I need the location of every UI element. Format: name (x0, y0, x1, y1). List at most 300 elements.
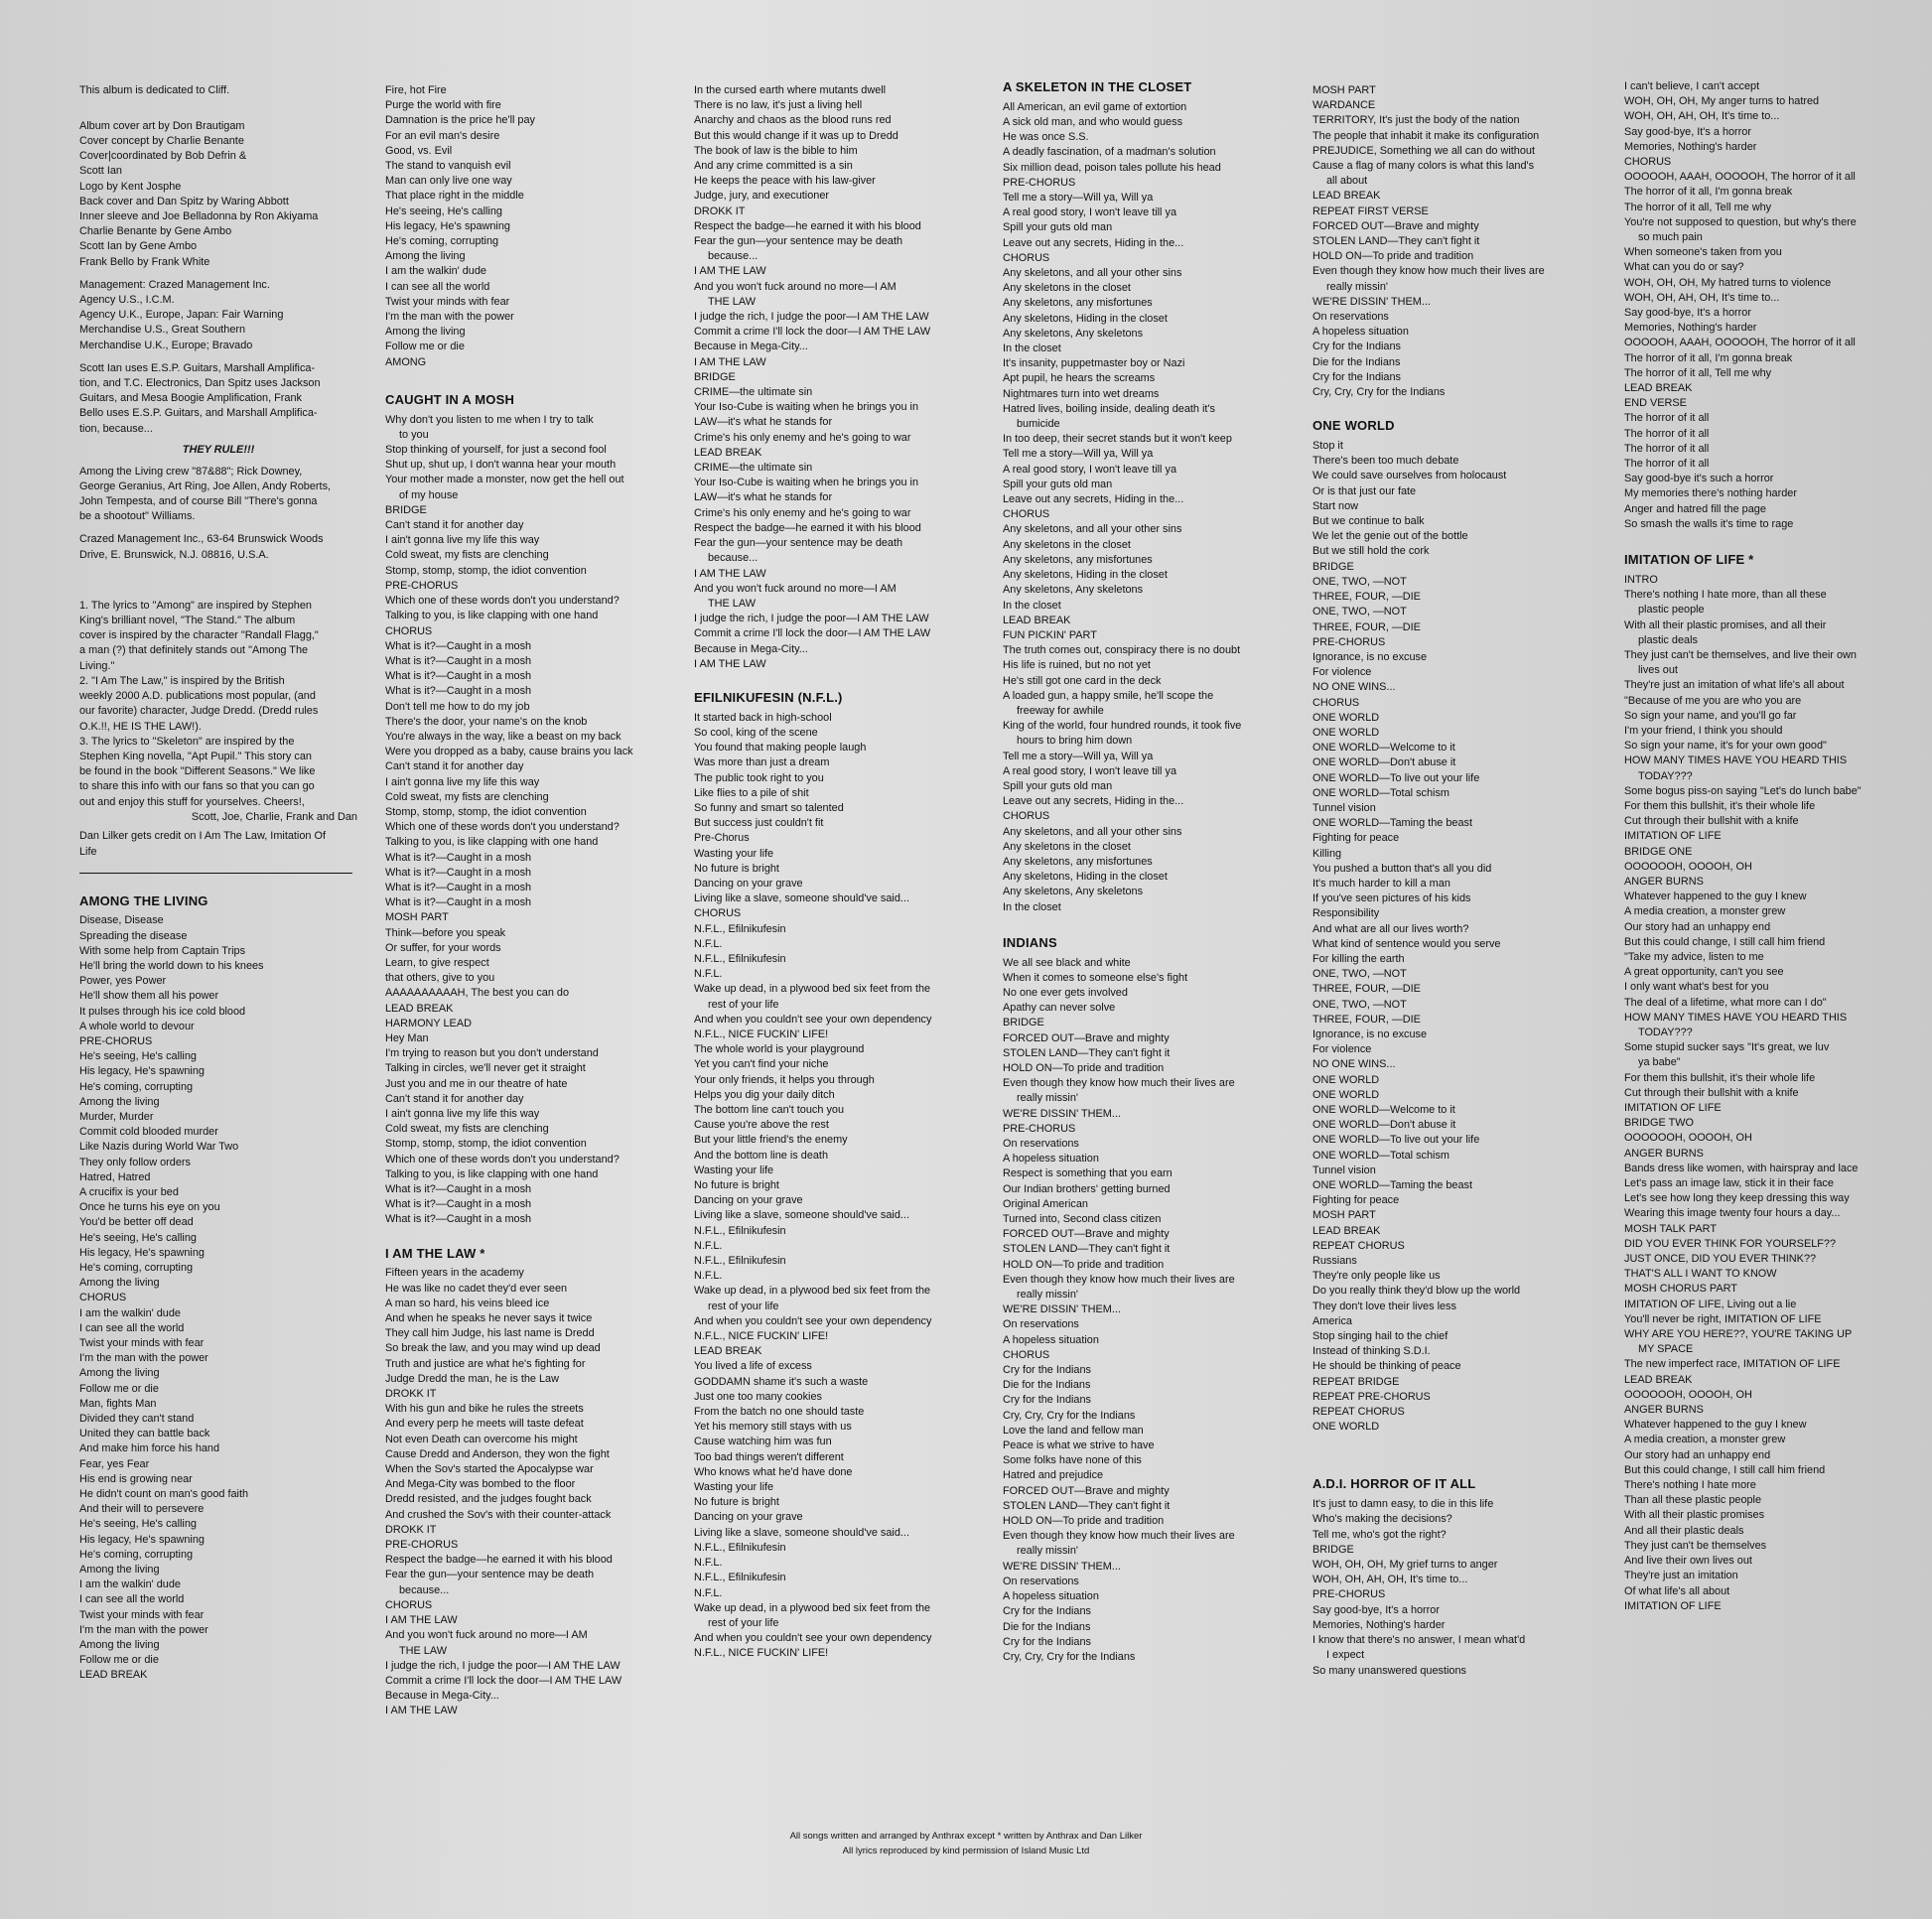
lyric-line: The horror of it all, I'm gonna break (1624, 351, 1793, 364)
lyric-line: But this could change, I still call him friend (1624, 1463, 1826, 1476)
lyric-line: THE LAW (708, 597, 757, 610)
lyric-line: rest of your life (708, 998, 779, 1011)
song-title: CAUGHT IN A MOSH (385, 391, 515, 407)
lyric-line: CHORUS (1003, 508, 1050, 521)
lyric-line: The horror of it all, Tell me why (1624, 201, 1772, 213)
lyric-line: Cause you're above the rest (694, 1119, 829, 1132)
dedication: This album is dedicated to Cliff. (79, 84, 230, 96)
lyric-line: END VERSE (1624, 397, 1687, 410)
lyric-line: MOSH PART (1312, 84, 1376, 96)
lyric-line: REPEAT BRIDGE (1312, 1375, 1400, 1388)
lyric-line: You'll never be right, IMITATION OF LIFE (1624, 1312, 1822, 1325)
lyric-line: CHORUS (1003, 1348, 1050, 1361)
lyric-line: REPEAT PRE-CHORUS (1312, 1390, 1431, 1403)
lyric-line: With all their plastic promises (1624, 1509, 1765, 1522)
lyric-line: ONE WORLD (1312, 711, 1380, 724)
lyric-line: OOOOOOH, OOOOH, OH (1624, 1132, 1752, 1145)
lyric-line: Any skeletons, and all your other sins (1003, 825, 1182, 838)
lyric-line: ONE WORLD—Don't abuse it (1312, 1119, 1456, 1132)
lyric-line: What kind of sentence would you serve (1312, 937, 1501, 950)
lyric-line: You're not supposed to question, but why's there (1624, 215, 1857, 228)
lyrics-among (79, 913, 357, 1683)
lyric-line: FUN PICKIN' PART (1003, 628, 1097, 641)
lyric-line: PRE-CHORUS (385, 579, 459, 592)
lyric-line: But your little friend's the enemy (694, 1134, 848, 1147)
lyric-line: Fire, hot Fire (385, 84, 447, 96)
note-line: Living." (79, 659, 115, 672)
lyric-line: Fifteen years in the academy (385, 1267, 524, 1280)
lyric-line: His end is growing near (79, 1472, 193, 1485)
lyric-line: They're only people like us (1312, 1270, 1441, 1283)
lyric-line: Cry, Cry, Cry for the Indians (1003, 1409, 1136, 1422)
note-line: to share this info with our fans so that you can go (79, 780, 315, 793)
lyric-line: "Because of me you are who you are (1624, 694, 1802, 707)
lyric-line: All American, an evil game of extortion (1003, 100, 1187, 113)
lyric-line: Judge Dredd the man, he is the Law (385, 1372, 559, 1385)
lyric-line: Which one of these words don't you understand? (385, 595, 620, 608)
lyric-line: Any skeletons in the closet (1003, 840, 1131, 853)
lyric-line: HOLD ON—To pride and tradition (1003, 1061, 1165, 1074)
lyric-line: "Take my advice, listen to me (1624, 950, 1764, 963)
lyric-line: Any skeletons in the closet (1003, 538, 1131, 551)
lyric-line: His legacy, He's spawning (79, 1533, 205, 1546)
lyric-line: REPEAT CHORUS (1312, 1406, 1405, 1419)
lyric-line: A hopeless situation (1003, 1333, 1099, 1346)
lyric-line: And the bottom line is death (694, 1149, 829, 1162)
lyric-line: N.F.L., Efilnikufesin (694, 1255, 786, 1268)
lyric-line: IMITATION OF LIFE (1624, 1102, 1722, 1114)
lyric-line: Spreading the disease (79, 929, 188, 942)
lyric-line: GODDAMN shame it's such a waste (694, 1375, 869, 1388)
credit-line: be a shootout" Williams. (79, 510, 196, 523)
lyrics-skeleton (1003, 100, 1241, 915)
song-title: ONE WORLD (1312, 418, 1395, 434)
lyric-line: Truth and justice are what he's fighting for (385, 1357, 586, 1370)
lyric-line: What can you do or say? (1624, 261, 1744, 274)
lyric-line: rest of your life (708, 1300, 779, 1312)
lyric-line: AAAAAAAAAAH, The best you can do (385, 987, 570, 1000)
lyric-line: Any skeletons, Hiding in the closet (1003, 312, 1168, 325)
lyric-line: Who's making the decisions? (1312, 1513, 1452, 1526)
lyric-line: A loaded gun, a happy smile, he'll scope the (1003, 689, 1214, 702)
lyric-line: Peace is what we strive to have (1003, 1439, 1155, 1452)
lyric-line: Because in Mega-City... (385, 1690, 499, 1703)
lyric-line: Tunnel vision (1312, 1164, 1376, 1176)
lyric-line: Can't stand it for another day (385, 519, 524, 532)
lyric-line: Commit a crime I'll lock the door—I AM THE LAW (385, 1674, 622, 1687)
lyric-line: He's seeing, He's calling (79, 1050, 197, 1063)
lyric-line: CHORUS (694, 907, 742, 920)
lyric-line: What is it?—Caught in a mosh (385, 1183, 532, 1196)
lyric-line: Among the living (79, 1639, 160, 1652)
lyric-line: Respect the badge—he earned it with his blood (694, 521, 921, 534)
lyric-line: And when you couldn't see your own dependency (694, 1632, 932, 1645)
note-line: 3. The lyrics to "Skeleton" are inspired by the (79, 735, 295, 748)
lyric-line: Commit a crime I'll lock the door—I AM THE LAW (694, 326, 931, 339)
lyric-line: PRE-CHORUS (1312, 635, 1386, 648)
lyric-line: Cut through their bullshit with a knife (1624, 815, 1799, 828)
lyric-line: You found that making people laugh (694, 742, 867, 754)
lyric-line: I AM THE LAW (385, 1705, 458, 1717)
lyric-line: BRIDGE (1312, 1543, 1354, 1556)
lyric-line: Do you really think they'd blow up the world (1312, 1285, 1521, 1298)
lyric-line: Cry for the Indians (1312, 370, 1401, 383)
column-1 (79, 83, 357, 1684)
lyric-line: LEAD BREAK (1312, 190, 1381, 203)
lyric-line: With some help from Captain Trips (79, 944, 246, 957)
lyric-line: THREE, FOUR, —DIE (1312, 983, 1421, 996)
lyric-line: Ignorance, is no excuse (1312, 1028, 1428, 1040)
lyric-line: Just one too many cookies (694, 1390, 822, 1403)
lyric-line: And any crime committed is a sin (694, 160, 853, 173)
lyric-line: He'll show them all his power (79, 990, 219, 1003)
lyric-line: What is it?—Caught in a mosh (385, 866, 532, 879)
lyric-line: A media creation, a monster grew (1624, 1434, 1786, 1446)
lyric-line: WOH, OH, AH, OH, It's time to... (1624, 291, 1780, 304)
lyric-line: I am the walkin' dude (79, 1578, 181, 1591)
lyric-line: Stomp, stomp, stomp, the idiot convention (385, 564, 587, 577)
lyric-line: ONE WORLD (1312, 1088, 1380, 1101)
lyric-line: ONE, TWO, —NOT (1312, 575, 1407, 588)
lyric-line: Any skeletons, Any skeletons (1003, 584, 1144, 597)
lyric-line: A real good story, I won't leave till ya (1003, 463, 1177, 476)
credit-line: Charlie Benante by Gene Ambo (79, 225, 232, 238)
lyric-line: PRE-CHORUS (1003, 176, 1076, 189)
art-credits (79, 119, 357, 270)
lyric-line: STOLEN LAND—They can't fight it (1003, 1046, 1171, 1059)
lyric-line: The horror of it all (1624, 458, 1710, 471)
lyric-line: IMITATION OF LIFE, Living out a lie (1624, 1298, 1797, 1310)
lyric-line: Twist your minds with fear (79, 1608, 205, 1621)
lyric-line: Or is that just our fate (1312, 484, 1417, 497)
lyric-line: There's nothing I hate more, than all these (1624, 589, 1827, 602)
lyric-line: He was once S.S. (1003, 131, 1089, 144)
lyric-line: Anger and hatred fill the page (1624, 502, 1766, 515)
lyric-line: And when he speaks he never says it twice (385, 1312, 593, 1325)
lyric-line: LEAD BREAK (694, 1345, 762, 1358)
lyric-line: Fear, yes Fear (79, 1457, 150, 1470)
lyric-line: He keeps the peace with his law-giver (694, 175, 876, 188)
lyric-line: I AM THE LAW (694, 265, 766, 278)
lyric-line: ONE, TWO, —NOT (1312, 968, 1407, 981)
lyric-line: In the closet (1003, 599, 1061, 612)
lyric-line: hours to bring him down (1017, 735, 1133, 748)
lyric-line: Die for the Indians (1003, 1620, 1091, 1633)
lyric-line: He's coming, corrupting (79, 1080, 194, 1093)
lyric-line: He should be thinking of peace (1312, 1360, 1461, 1373)
lyric-line: ONE WORLD (1312, 1421, 1380, 1434)
lyric-line: There is no law, it's just a living hell (694, 99, 863, 112)
lyric-line: N.F.L. (694, 968, 723, 981)
lyric-line: Dredd resisted, and the judges fought back (385, 1493, 592, 1506)
lyric-line: Dancing on your grave (694, 877, 803, 890)
lyric-line: so much pain (1638, 231, 1703, 244)
credit-line: Cover|coordinated by Bob Defrin & (79, 150, 247, 163)
lyric-line: rest of your life (708, 1616, 779, 1629)
lyric-line: Cause Dredd and Anderson, they won the fight (385, 1447, 610, 1460)
note-line: our favorite) character, Judge Dredd. (Dredd rules (79, 705, 319, 718)
lyric-line: The horror of it all (1624, 412, 1710, 425)
lyric-line: Dancing on your grave (694, 1194, 803, 1207)
lyric-line: N.F.L., Efilnikufesin (694, 952, 786, 965)
lyric-line: And when you couldn't see your own dependency (694, 1013, 932, 1026)
lyric-line: America (1312, 1314, 1352, 1327)
lyric-line: When someone's taken from you (1624, 246, 1782, 259)
lyric-line: Nightmares turn into wet dreams (1003, 387, 1160, 400)
lyric-line: What is it?—Caught in a mosh (385, 685, 532, 698)
lyric-line: Any skeletons, any misfortunes (1003, 855, 1153, 868)
lyric-line: Even though they know how much their lives are (1003, 1273, 1235, 1286)
column-3 (694, 83, 931, 1662)
lyric-line: Any skeletons, Hiding in the closet (1003, 871, 1168, 884)
lyric-line: Twist your minds with fear (385, 295, 510, 308)
lyric-line: They don't love their lives less (1312, 1300, 1456, 1312)
column-6 (1624, 79, 1862, 1614)
lyric-line: Divided they can't stand (79, 1413, 195, 1426)
lyric-line: Too bad things weren't different (694, 1450, 844, 1463)
lyric-line: REPEAT CHORUS (1312, 1239, 1405, 1252)
lyric-line: Die for the Indians (1312, 355, 1401, 368)
lyric-line: His life is ruined, but no not yet (1003, 659, 1151, 672)
lyric-line: But we continue to balk (1312, 515, 1425, 528)
lyric-line: Fighting for peace (1312, 832, 1400, 845)
lyric-line: I judge the rich, I judge the poor—I AM THE LAW (694, 311, 929, 324)
lyric-line: Cause watching him was fun (694, 1436, 832, 1448)
lyric-line: Stop thinking of yourself, for just a second fool (385, 444, 607, 457)
lyric-line: A media creation, a monster grew (1624, 905, 1786, 918)
lyric-line: BRIDGE (1312, 560, 1354, 573)
lyric-line: The book of law is the bible to him (694, 144, 858, 157)
lyric-line: What is it?—Caught in a mosh (385, 896, 532, 909)
lyric-line: I expect (1326, 1649, 1365, 1662)
song-title: AMONG THE LIVING (79, 892, 208, 908)
note-line: a man (?) that definitely stands out "Among The (79, 644, 309, 657)
lyric-line: plastic people (1638, 604, 1705, 617)
lyric-line: Original American (1003, 1197, 1088, 1210)
lyric-line: A great opportunity, can't you see (1624, 966, 1784, 979)
lyric-line: lives out (1638, 664, 1678, 677)
lyric-line: Don't tell me how to do my job (385, 700, 530, 713)
lyric-line: Commit cold blooded murder (79, 1126, 218, 1139)
lyric-line: But this could change, I still call him friend (1624, 935, 1826, 948)
lyric-line: WE'RE DISSIN' THEM... (1003, 1303, 1121, 1316)
lyric-line: And you won't fuck around no more—I AM (694, 582, 897, 595)
lyric-line: Tell me a story—Will ya, Will ya (1003, 750, 1154, 762)
lyric-line: I can see all the world (79, 1593, 185, 1606)
lyric-line: Any skeletons, and all your other sins (1003, 523, 1182, 536)
lyric-line: Tell me a story—Will ya, Will ya (1003, 192, 1154, 205)
lyric-line: because... (708, 250, 759, 263)
lyrics-imitation (1624, 573, 1862, 1614)
lyric-line: Living like a slave, someone should've said... (694, 1209, 909, 1222)
note-line: 1. The lyrics to "Among" are inspired by Stephen (79, 599, 312, 612)
credit-line: George Geranius, Art Ring, Joe Allen, Andy Roberts, (79, 480, 332, 492)
lyric-line: A crucifix is your bed (79, 1185, 179, 1198)
lyric-line: What is it?—Caught in a mosh (385, 670, 532, 683)
lyric-line: BRIDGE (694, 370, 736, 383)
lyric-line: Cut through their bullshit with a knife (1624, 1086, 1799, 1099)
lyric-line: Any skeletons, any misfortunes (1003, 297, 1153, 310)
lyric-line: Some folks have none of this (1003, 1454, 1142, 1467)
lyrics-nfl (694, 711, 931, 1662)
lyric-line: Ignorance, is no excuse (1312, 650, 1428, 663)
lyric-line: A sick old man, and who would guess (1003, 116, 1183, 128)
lyric-line: FORCED OUT—Brave and mighty (1003, 1484, 1170, 1497)
lyric-line: Like Nazis during World War Two (79, 1141, 239, 1154)
lyric-line: For violence (1312, 666, 1372, 679)
lyric-line: They call him Judge, his last name is Dredd (385, 1327, 595, 1340)
lyric-line: Among the living (79, 1564, 160, 1576)
liker-credit: Life (79, 845, 97, 858)
notes (79, 599, 357, 825)
lyric-line: LAW—it's what he stands for (694, 491, 833, 504)
lyric-line: The horror of it all (1624, 442, 1710, 455)
lyric-line: What is it?—Caught in a mosh (385, 881, 532, 893)
lyric-line: Your mother made a monster, now get the hell out (385, 474, 624, 486)
lyric-line: Man can only live one way (385, 175, 512, 188)
lyric-line: DROKK IT (694, 205, 746, 217)
credit-line: Scott Ian uses E.S.P. Guitars, Marshall Amplifica- (79, 361, 316, 374)
lyric-line: OOOOOOH, OOOOH, OH (1624, 860, 1752, 873)
lyric-line: Disease, Disease (79, 914, 164, 927)
lyric-line: Wake up dead, in a plywood bed six feet from the (694, 983, 931, 996)
lyric-line: What is it?—Caught in a mosh (385, 639, 532, 652)
lyric-line: Let's see how long they keep dressing this way (1624, 1192, 1850, 1205)
lyric-line: Our Indian brothers' getting burned (1003, 1182, 1171, 1195)
lyric-line: So sign your name, it's for your own good" (1624, 740, 1827, 753)
column-4 (1003, 79, 1241, 1665)
lyrics-oneworld (1312, 439, 1545, 1435)
lyric-line: THE LAW (399, 1644, 448, 1657)
lyric-line: HARMONY LEAD (385, 1017, 472, 1029)
lyric-line: Who knows what he'd have done (694, 1465, 853, 1478)
song-title: IMITATION OF LIFE * (1624, 552, 1754, 568)
lyric-line: Fear the gun—your sentence may be death (694, 235, 903, 248)
lyric-line: So funny and smart so talented (694, 801, 844, 814)
lyric-line: N.F.L., Efilnikufesin (694, 1224, 786, 1237)
lyric-line: Of what life's all about (1624, 1584, 1730, 1597)
lyric-line: Anarchy and chaos as the blood runs red (694, 114, 892, 127)
lyric-line: Memories, Nothing's harder (1312, 1618, 1446, 1631)
lyric-line: BRIDGE ONE (1624, 845, 1693, 858)
lyric-line: really missin' (1326, 280, 1388, 293)
note-line: be found in the book "Different Seasons." We like (79, 765, 316, 778)
lyric-line: I am the walkin' dude (79, 1306, 181, 1319)
lyric-line: On reservations (1003, 1575, 1079, 1587)
lyric-line: For an evil man's desire (385, 129, 500, 142)
lyric-line: I AM THE LAW (694, 657, 766, 670)
lyric-line: Wearing this image twenty four hours a day... (1624, 1207, 1841, 1220)
lyric-line: So many unanswered questions (1312, 1664, 1466, 1677)
lyric-line: Can't stand it for another day (385, 1092, 524, 1105)
lyric-line: He's seeing, He's calling (79, 1518, 197, 1531)
credit-line: Logo by Kent Josphe (79, 180, 182, 193)
lyric-line: Responsibility (1312, 907, 1380, 920)
lyric-line: Yet you can't find your niche (694, 1058, 829, 1071)
lyric-line: WHY ARE YOU HERE??, YOU'RE TAKING UP (1624, 1328, 1853, 1341)
lyric-line: Spill your guts old man (1003, 478, 1113, 490)
lyric-line: FORCED OUT—Brave and mighty (1003, 1031, 1170, 1044)
lyric-line: WE'RE DISSIN' THEM... (1312, 295, 1431, 308)
lyric-line: ONE WORLD—To live out your life (1312, 771, 1480, 784)
lyric-line: He's coming, corrupting (79, 1261, 194, 1274)
lyric-line: The public took right to you (694, 771, 824, 784)
address (79, 532, 357, 562)
lyric-line: STOLEN LAND—They can't fight it (1003, 1499, 1171, 1512)
credit-line: Management: Crazed Management Inc. (79, 278, 270, 291)
note-line: O.K.!!, HE IS THE LAW!). (79, 720, 202, 733)
lyric-line: With his gun and bike he rules the streets (385, 1403, 584, 1416)
lyric-line: Even though they know how much their lives are (1003, 1530, 1235, 1543)
lyric-line: THREE, FOUR, —DIE (1312, 1013, 1421, 1026)
lyric-line: Six million dead, poison tales pollute his head (1003, 161, 1221, 174)
lyric-line: Any skeletons, Hiding in the closet (1003, 569, 1168, 582)
lyric-line: So sign your name, and you'll go far (1624, 709, 1797, 722)
note-line: out and enjoy this stuff for yourselves. Cheers!, (79, 795, 305, 808)
lyric-line: There's nothing I hate more (1624, 1479, 1756, 1492)
lyric-line: No future is bright (694, 1179, 779, 1192)
lyric-line: LEAD BREAK (694, 446, 762, 459)
lyric-line: Once he turns his eye on you (79, 1201, 220, 1214)
lyric-line: With all their plastic promises, and all their (1624, 618, 1827, 631)
lyric-line: Respect the badge—he earned it with his blood (385, 1554, 613, 1567)
lyric-line: Among the living (79, 1277, 160, 1290)
lyric-line: MOSH TALK PART (1624, 1222, 1717, 1235)
lyric-line: Than all these plastic people (1624, 1494, 1762, 1507)
lyric-line: Bands dress like women, with hairspray and lace (1624, 1162, 1859, 1174)
lyric-line: LEAD BREAK (1312, 1224, 1381, 1237)
lyric-line: Good, vs. Evil (385, 144, 453, 157)
lyric-line: There's the door, your name's on the knob (385, 715, 588, 728)
divider (79, 873, 352, 874)
lyric-line: BRIDGE TWO (1624, 1117, 1694, 1130)
song-title: INDIANS (1003, 934, 1057, 950)
lyric-line: WOH, OH, AH, OH, It's time to... (1624, 110, 1780, 123)
lyric-line: I'm your friend, I think you should (1624, 724, 1783, 737)
lyric-line: PRE-CHORUS (1003, 1122, 1076, 1135)
lyric-line: Apathy can never solve (1003, 1002, 1116, 1015)
lyric-line: MY SPACE (1638, 1343, 1694, 1356)
lyric-line: He's still got one card in the deck (1003, 674, 1162, 687)
lyric-line: Stomp, stomp, stomp, the idiot convention (385, 1138, 587, 1151)
lyric-line: Cold sweat, my fists are clenching (385, 549, 549, 562)
lyric-line: DROKK IT (385, 1523, 437, 1536)
lyric-line: OOOOOOH, OOOOH, OH (1624, 1388, 1752, 1401)
lyric-line: LEAD BREAK (79, 1669, 148, 1682)
lyric-line: ANGER BURNS (1624, 1404, 1704, 1417)
lyric-line: Talking to you, is like clapping with one hand (385, 1167, 599, 1180)
footer-line: All songs written and arranged by Anthrax except * written by Anthrax and Dan Lilker (789, 1831, 1143, 1842)
lyric-line: Any skeletons, and all your other sins (1003, 267, 1182, 280)
lyric-line: Cold sweat, my fists are clenching (385, 790, 549, 803)
lyric-line: Even though they know how much their lives are (1312, 265, 1545, 278)
lyric-line: Wake up dead, in a plywood bed six feet from the (694, 1601, 931, 1614)
lyric-line: DID YOU EVER THINK FOR YOURSELF?? (1624, 1237, 1837, 1250)
lyric-line: A hopeless situation (1003, 1153, 1099, 1165)
lyric-line: I know that there's no answer, I mean what'd (1312, 1634, 1526, 1647)
lyric-line: Pre-Chorus (694, 832, 750, 845)
lyric-line: And live their own lives out (1624, 1555, 1752, 1568)
lyric-line: Let's pass an image law, stick it in their face (1624, 1177, 1834, 1190)
lyric-line: And you won't fuck around no more—I AM (385, 1629, 588, 1642)
lyric-line: Was more than just a dream (694, 756, 830, 769)
lyric-line: No future is bright (694, 1496, 779, 1509)
lyric-line: WOH, OH, OH, My hatred turns to violence (1624, 276, 1832, 289)
lyric-line: plastic deals (1638, 633, 1698, 646)
lyric-line: On reservations (1312, 311, 1389, 324)
song-title: I AM THE LAW * (385, 1245, 485, 1261)
lyric-line: Say good-bye, It's a horror (1312, 1603, 1440, 1616)
